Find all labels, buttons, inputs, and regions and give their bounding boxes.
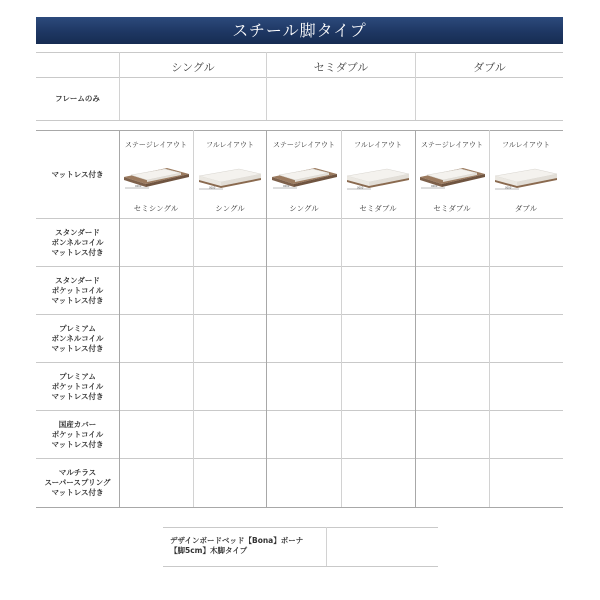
row-label-mattress-type: プレミアム ボンネルコイル マットレス付き (51, 323, 104, 353)
row-label-mattress-type: スタンダード ポケットコイル マットレス付き (51, 275, 104, 305)
svg-text:0000: 0000 (209, 186, 216, 190)
row-label-mattress-type: スタンダード ボンネルコイル マットレス付き (51, 227, 104, 257)
size-header-semi-double: セミダブル (313, 61, 369, 74)
column-size-label: セミダブル (359, 204, 397, 213)
column-size-label: セミダブル (433, 204, 471, 213)
table-divider (36, 120, 563, 121)
svg-text:0000: 0000 (135, 185, 142, 188)
row-label-mattress-type: 国産カバー ポケットコイル マットレス付き (51, 419, 104, 449)
column-size-label: ダブル (514, 204, 538, 213)
table-divider (36, 507, 563, 508)
footer-divider (163, 566, 438, 567)
layout-label: ステージレイアウト (421, 141, 483, 149)
row-label-mattress-type: マルチラス スーパースプリング マットレス付き (44, 468, 111, 497)
svg-text:0000: 0000 (283, 185, 290, 188)
row-label-mattress: マットレス付き (51, 169, 104, 179)
bed-full-layout-image (341, 160, 415, 192)
bed-stage-layout-image (267, 160, 341, 192)
svg-text:0000: 0000 (505, 186, 512, 190)
footer-column-divider (326, 527, 327, 566)
column-size-label: シングル (215, 204, 245, 213)
bed-stage-layout-image (119, 160, 193, 192)
bed-full-layout-image (193, 160, 267, 192)
size-header-single: シングル (171, 61, 215, 74)
column-size-label: シングル (289, 204, 319, 213)
layout-label: フルレイアウト (354, 141, 402, 149)
layout-label: フルレイアウト (206, 141, 254, 149)
layout-label: ステージレイアウト (125, 141, 187, 149)
svg-text:0000: 0000 (357, 186, 364, 190)
svg-text:0000: 0000 (431, 185, 438, 188)
row-label-mattress-type: プレミアム ポケットコイル マットレス付き (51, 371, 104, 401)
table-divider (36, 52, 563, 53)
size-header-double: ダブル (473, 61, 506, 74)
bed-full-layout-image (489, 160, 563, 192)
layout-label: ステージレイアウト (273, 141, 335, 149)
column-size-label: セミシングル (133, 204, 179, 213)
bed-stage-layout-image (415, 160, 489, 192)
row-label-frame-only: フレームのみ (55, 94, 100, 103)
footer-product-name: デザインボードベッド【Bona】ボーナ 【脚5cm】木脚タイプ (170, 536, 304, 555)
section-title-banner: スチール脚タイプ (36, 17, 563, 44)
layout-label: フルレイアウト (502, 141, 550, 149)
footer-divider (163, 527, 438, 528)
